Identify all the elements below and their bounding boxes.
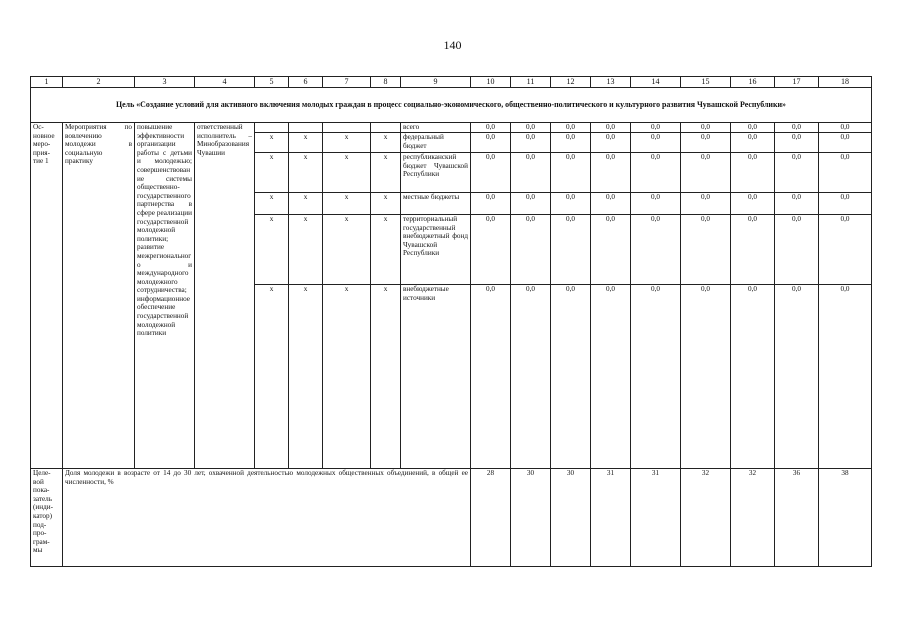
indicator-label: Целе- вой пока- затель (инди- катор) под- про- грам- мы xyxy=(31,469,63,567)
event-executor: ответственный исполнитель – Минобразования Чувашии xyxy=(195,123,255,469)
header-cell: 5 xyxy=(255,77,289,88)
value-cell: 0,0 xyxy=(591,133,631,153)
goal-title: Цель «Создание условий для активного включения молодых граждан в процесс социально-экономического, общественно-политического и культурного развития Чувашской Республики» xyxy=(31,88,872,123)
indicator-value: 32 xyxy=(681,469,731,567)
header-cell: 9 xyxy=(401,77,471,88)
value-cell: 0,0 xyxy=(591,215,631,285)
value-cell: 0,0 xyxy=(511,123,551,133)
value-cell: 0,0 xyxy=(551,285,591,469)
indicator-value: 32 xyxy=(731,469,775,567)
indicator-value: 36 xyxy=(775,469,819,567)
code-cell: х xyxy=(371,285,401,469)
value-cell: 0,0 xyxy=(511,193,551,215)
indicator-value: 38 xyxy=(819,469,872,567)
value-cell: 0,0 xyxy=(471,193,511,215)
indicator-value: 31 xyxy=(631,469,681,567)
value-cell: 0,0 xyxy=(819,153,872,193)
value-cell: 0,0 xyxy=(551,215,591,285)
value-cell: 0,0 xyxy=(551,133,591,153)
value-cell: 0,0 xyxy=(631,133,681,153)
value-cell: 0,0 xyxy=(511,153,551,193)
indicator-value: 31 xyxy=(591,469,631,567)
value-cell: 0,0 xyxy=(681,193,731,215)
value-cell: 0,0 xyxy=(731,285,775,469)
value-cell: 0,0 xyxy=(471,123,511,133)
code-cell: х xyxy=(323,133,371,153)
code-cell: х xyxy=(323,215,371,285)
value-cell: 0,0 xyxy=(591,285,631,469)
code-cell: х xyxy=(371,133,401,153)
header-cell: 14 xyxy=(631,77,681,88)
header-cell: 3 xyxy=(135,77,195,88)
code-cell: х xyxy=(289,133,323,153)
header-cell: 12 xyxy=(551,77,591,88)
code-cell: х xyxy=(323,153,371,193)
code-cell: х xyxy=(371,193,401,215)
value-cell: 0,0 xyxy=(775,285,819,469)
value-cell: 0,0 xyxy=(551,193,591,215)
value-cell: 0,0 xyxy=(471,215,511,285)
funding-row xyxy=(31,123,872,133)
header-cell: 6 xyxy=(289,77,323,88)
value-cell: 0,0 xyxy=(471,133,511,153)
header-cell: 4 xyxy=(195,77,255,88)
value-cell: 0,0 xyxy=(731,153,775,193)
value-cell: 0,0 xyxy=(775,153,819,193)
header-row xyxy=(31,77,872,88)
indicator-value: 28 xyxy=(471,469,511,567)
funding-source: внебюджетные источники xyxy=(401,285,471,469)
value-cell: 0,0 xyxy=(591,153,631,193)
header-cell: 11 xyxy=(511,77,551,88)
event-name: Мероприятия по вовлечению молодежи в социальную практику xyxy=(63,123,135,469)
event-tasks: повышение эффективности организации работы с детьми и молодежью; совершенствование системы общественно-государственного партнерства в сфере реализации государственной молодежной политики; развитие межрегионального и международного молодежного сотрудничества; информационное обеспечение государственной молодежной политики xyxy=(135,123,195,469)
value-cell: 0,0 xyxy=(591,193,631,215)
code-cell: х xyxy=(289,215,323,285)
value-cell: 0,0 xyxy=(631,215,681,285)
code-cell xyxy=(323,123,371,133)
code-cell: х xyxy=(255,133,289,153)
value-cell: 0,0 xyxy=(511,215,551,285)
code-cell: х xyxy=(289,193,323,215)
value-cell: 0,0 xyxy=(775,193,819,215)
funding-source: республиканский бюджет Чувашской Республики xyxy=(401,153,471,193)
value-cell: 0,0 xyxy=(551,153,591,193)
value-cell: 0,0 xyxy=(819,285,872,469)
indicator-text: Доля молодежи в возрасте от 14 до 30 лет, охваченной деятельностью молодежных общественных объединений, в общей ее численности, % xyxy=(63,469,471,567)
value-cell: 0,0 xyxy=(775,123,819,133)
header-cell: 15 xyxy=(681,77,731,88)
value-cell: 0,0 xyxy=(511,133,551,153)
value-cell: 0,0 xyxy=(631,123,681,133)
code-cell: х xyxy=(255,153,289,193)
value-cell: 0,0 xyxy=(681,133,731,153)
code-cell: х xyxy=(289,153,323,193)
value-cell: 0,0 xyxy=(775,215,819,285)
header-cell: 16 xyxy=(731,77,775,88)
code-cell: х xyxy=(255,285,289,469)
value-cell: 0,0 xyxy=(591,123,631,133)
value-cell: 0,0 xyxy=(731,133,775,153)
value-cell: 0,0 xyxy=(681,153,731,193)
value-cell: 0,0 xyxy=(551,123,591,133)
value-cell: 0,0 xyxy=(631,193,681,215)
value-cell: 0,0 xyxy=(631,285,681,469)
value-cell: 0,0 xyxy=(681,215,731,285)
funding-source: местные бюджеты xyxy=(401,193,471,215)
value-cell: 0,0 xyxy=(731,193,775,215)
code-cell: х xyxy=(371,215,401,285)
program-table xyxy=(30,76,872,567)
value-cell: 0,0 xyxy=(819,193,872,215)
header-cell: 13 xyxy=(591,77,631,88)
value-cell: 0,0 xyxy=(731,215,775,285)
header-cell: 2 xyxy=(63,77,135,88)
value-cell: 0,0 xyxy=(631,153,681,193)
funding-source: федеральный бюджет xyxy=(401,133,471,153)
header-cell: 17 xyxy=(775,77,819,88)
indicator-value: 30 xyxy=(511,469,551,567)
value-cell: 0,0 xyxy=(819,123,872,133)
code-cell xyxy=(371,123,401,133)
value-cell: 0,0 xyxy=(681,285,731,469)
page-number: 140 xyxy=(443,38,462,52)
code-cell: х xyxy=(323,193,371,215)
value-cell: 0,0 xyxy=(775,133,819,153)
funding-source: территориальный государственный внебюджетный фонд Чувашской Республики xyxy=(401,215,471,285)
code-cell xyxy=(289,123,323,133)
value-cell: 0,0 xyxy=(819,215,872,285)
header-cell: 7 xyxy=(323,77,371,88)
code-cell: х xyxy=(371,153,401,193)
funding-source: всего xyxy=(401,123,471,133)
code-cell: х xyxy=(323,285,371,469)
header-cell: 10 xyxy=(471,77,511,88)
event-label: Ос- новное меро- прия- тие 1 xyxy=(31,123,63,469)
header-cell: 8 xyxy=(371,77,401,88)
header-cell: 18 xyxy=(819,77,872,88)
code-cell: х xyxy=(255,193,289,215)
goal-row xyxy=(31,88,872,123)
header-cell: 1 xyxy=(31,77,63,88)
value-cell: 0,0 xyxy=(471,153,511,193)
indicator-value: 30 xyxy=(551,469,591,567)
value-cell: 0,0 xyxy=(471,285,511,469)
code-cell: х xyxy=(255,215,289,285)
code-cell xyxy=(255,123,289,133)
value-cell: 0,0 xyxy=(511,285,551,469)
value-cell: 0,0 xyxy=(819,133,872,153)
code-cell: х xyxy=(289,285,323,469)
value-cell: 0,0 xyxy=(731,123,775,133)
indicator-row xyxy=(31,469,872,567)
value-cell: 0,0 xyxy=(681,123,731,133)
